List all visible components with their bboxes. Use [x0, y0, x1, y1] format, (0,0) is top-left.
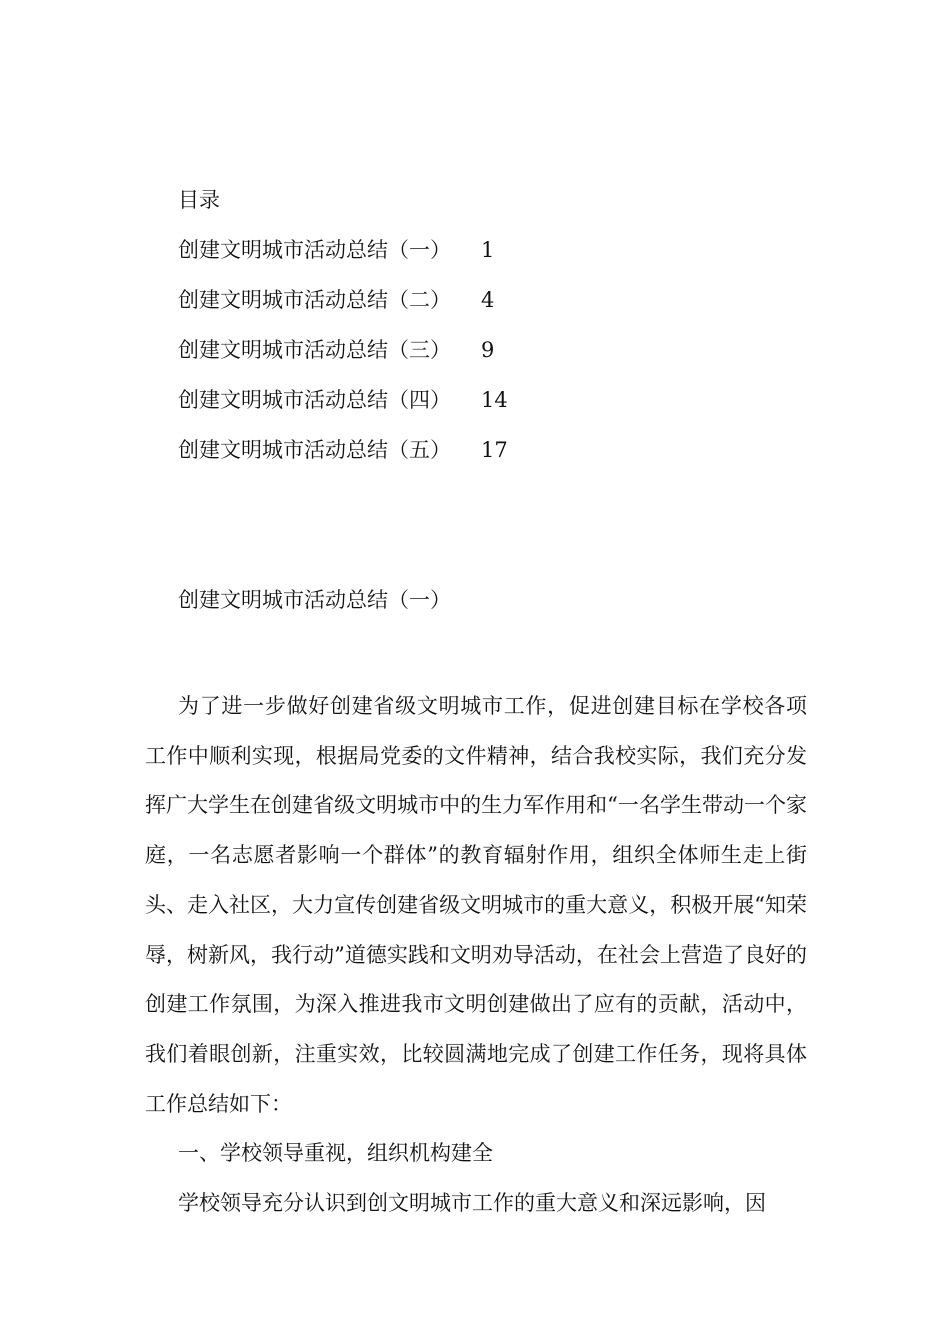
toc-entry-page: 1	[481, 238, 495, 262]
toc-entry-label: 创建文明城市活动总结（四）	[178, 388, 451, 412]
body-paragraph: 学校领导充分认识到创文明城市工作的重大意义和深远影响，因	[178, 1191, 766, 1216]
toc-entry[interactable]	[178, 286, 495, 336]
body-subheading: 一、学校领导重视，组织机构建全	[178, 1141, 493, 1166]
body-paragraph: 为了进一步做好创建省级文明城市工作，促进创建目标在学校各项工作中顺利实现，根据局党委的文件精神，结合我校实际，我们充分发挥广大学生在创建省级文明城市中的生力军作用和“一名学生带动一个家庭，一名志愿者影响一个群体”的教育辐射作用，组织全体师生走上街头、走入社区，大力宣传创建省级文明城市的重大意义，积极开展“知荣辱，树新风，我行动”道德实践和文明劝导活动，在社会上营造了良好的创建工作氛围，为深入推进我市文明创建做出了应有的贡献，活动中，我们着眼创新，注重实效，比较圆满地完成了创建工作任务，现将具体工作总结如下：	[145, 694, 807, 1116]
table-of-contents	[178, 236, 508, 486]
toc-entry-label: 创建文明城市活动总结（一）	[178, 238, 451, 262]
toc-entry-page: 4	[481, 288, 495, 312]
section-body	[145, 682, 807, 1229]
toc-entry[interactable]	[178, 236, 495, 286]
toc-entry-label: 创建文明城市活动总结（五）	[178, 438, 451, 462]
toc-entry-page: 9	[481, 338, 495, 362]
toc-entry[interactable]	[178, 336, 495, 386]
toc-title: 目录	[178, 188, 220, 212]
section-heading: 创建文明城市活动总结（一）	[178, 588, 451, 612]
toc-entry-label: 创建文明城市活动总结（三）	[178, 338, 451, 362]
toc-entry-page: 17	[481, 438, 508, 462]
toc-entry[interactable]	[178, 386, 508, 436]
toc-entry[interactable]	[178, 436, 508, 486]
toc-entry-label: 创建文明城市活动总结（二）	[178, 288, 451, 312]
toc-entry-page: 14	[481, 388, 508, 412]
